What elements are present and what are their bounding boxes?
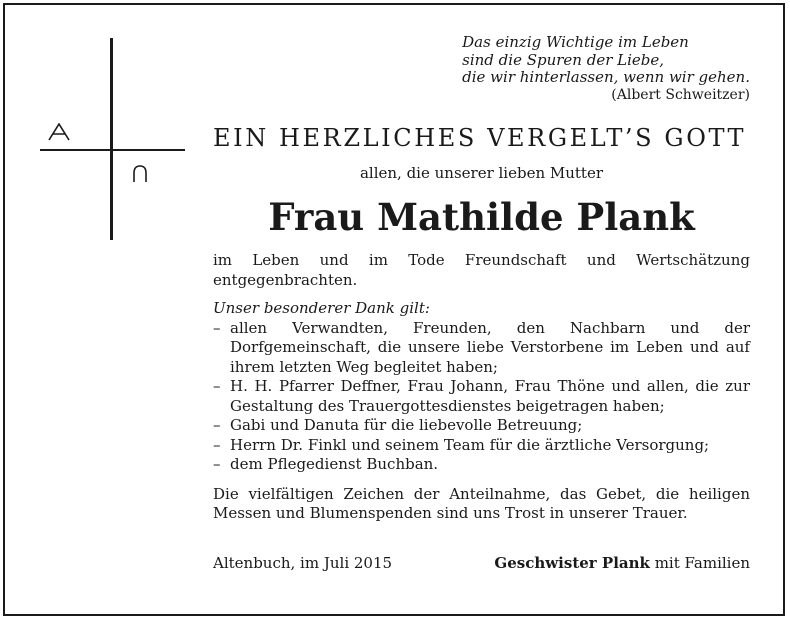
quote-line: Das einzig Wichtige im Leben (462, 33, 689, 51)
list-item-text: Gabi und Danuta für die liebevolle Betreuung; (230, 416, 583, 434)
signer-suffix: mit Familien (649, 554, 750, 572)
closing-paragraph: Die vielfältigen Zeichen der Anteilnahme, das Gebet, die heiligen Messen und Blumenspenden sind uns Trost in unserer Trauer. (213, 484, 750, 522)
intro-line: allen, die unserer lieben Mutter (359, 164, 604, 182)
list-item-text: Herrn Dr. Finkl und seinem Team für die ärztliche Versorgung; (230, 435, 710, 454)
signer-name: Geschwister Plank (494, 554, 650, 572)
deceased-name: Frau Mathilde Plank (268, 195, 695, 239)
quote-author: (Albert Schweitzer) (611, 86, 750, 103)
list-dash: – (213, 318, 221, 337)
place-date: Altenbuch, im Juli 2015 (213, 554, 393, 572)
lead-paragraph: im Leben und im Tode Freundschaft und Wertschätzung entgegenbrachten. (213, 251, 750, 289)
list-dash: – (213, 416, 221, 434)
list-dash: – (213, 435, 221, 454)
alpha-icon (47, 123, 71, 141)
cross-horizontal-bar (40, 149, 185, 151)
epigraph-quote (462, 34, 750, 104)
thanks-list (213, 319, 750, 475)
quote-line: sind die Spuren der Liebe, (462, 50, 665, 69)
list-dash: – (213, 455, 221, 473)
notice-body (213, 251, 750, 524)
list-item (213, 455, 750, 475)
thanks-title: Unser besonderer Dank gilt: (213, 299, 430, 317)
cross-vertical-bar (110, 38, 113, 240)
list-item-text: allen Verwandten, Freunden, den Nachbarn und der Dorfgemeinschaft, die unsere liebe Verstorbene im Leben und auf ihrem letzten Weg begleitet haben; (230, 318, 750, 376)
omega-icon (131, 165, 149, 183)
list-dash: – (213, 377, 221, 395)
list-item-text: H. H. Pfarrer Deffner, Frau Johann, Frau Thöne und allen, die zur Gestaltung des Trauergottesdienstes beigetragen haben; (230, 377, 750, 415)
notice-heading: EIN HERZLICHES VERGELT’S GOTT (213, 124, 747, 152)
list-item (213, 416, 750, 436)
list-item (213, 319, 750, 378)
list-item (213, 436, 750, 456)
list-item (213, 377, 750, 416)
quote-line: die wir hinterlassen, wenn wir gehen. (462, 68, 750, 86)
signature (494, 553, 750, 573)
list-item-text: dem Pflegedienst Buchban. (230, 455, 439, 473)
